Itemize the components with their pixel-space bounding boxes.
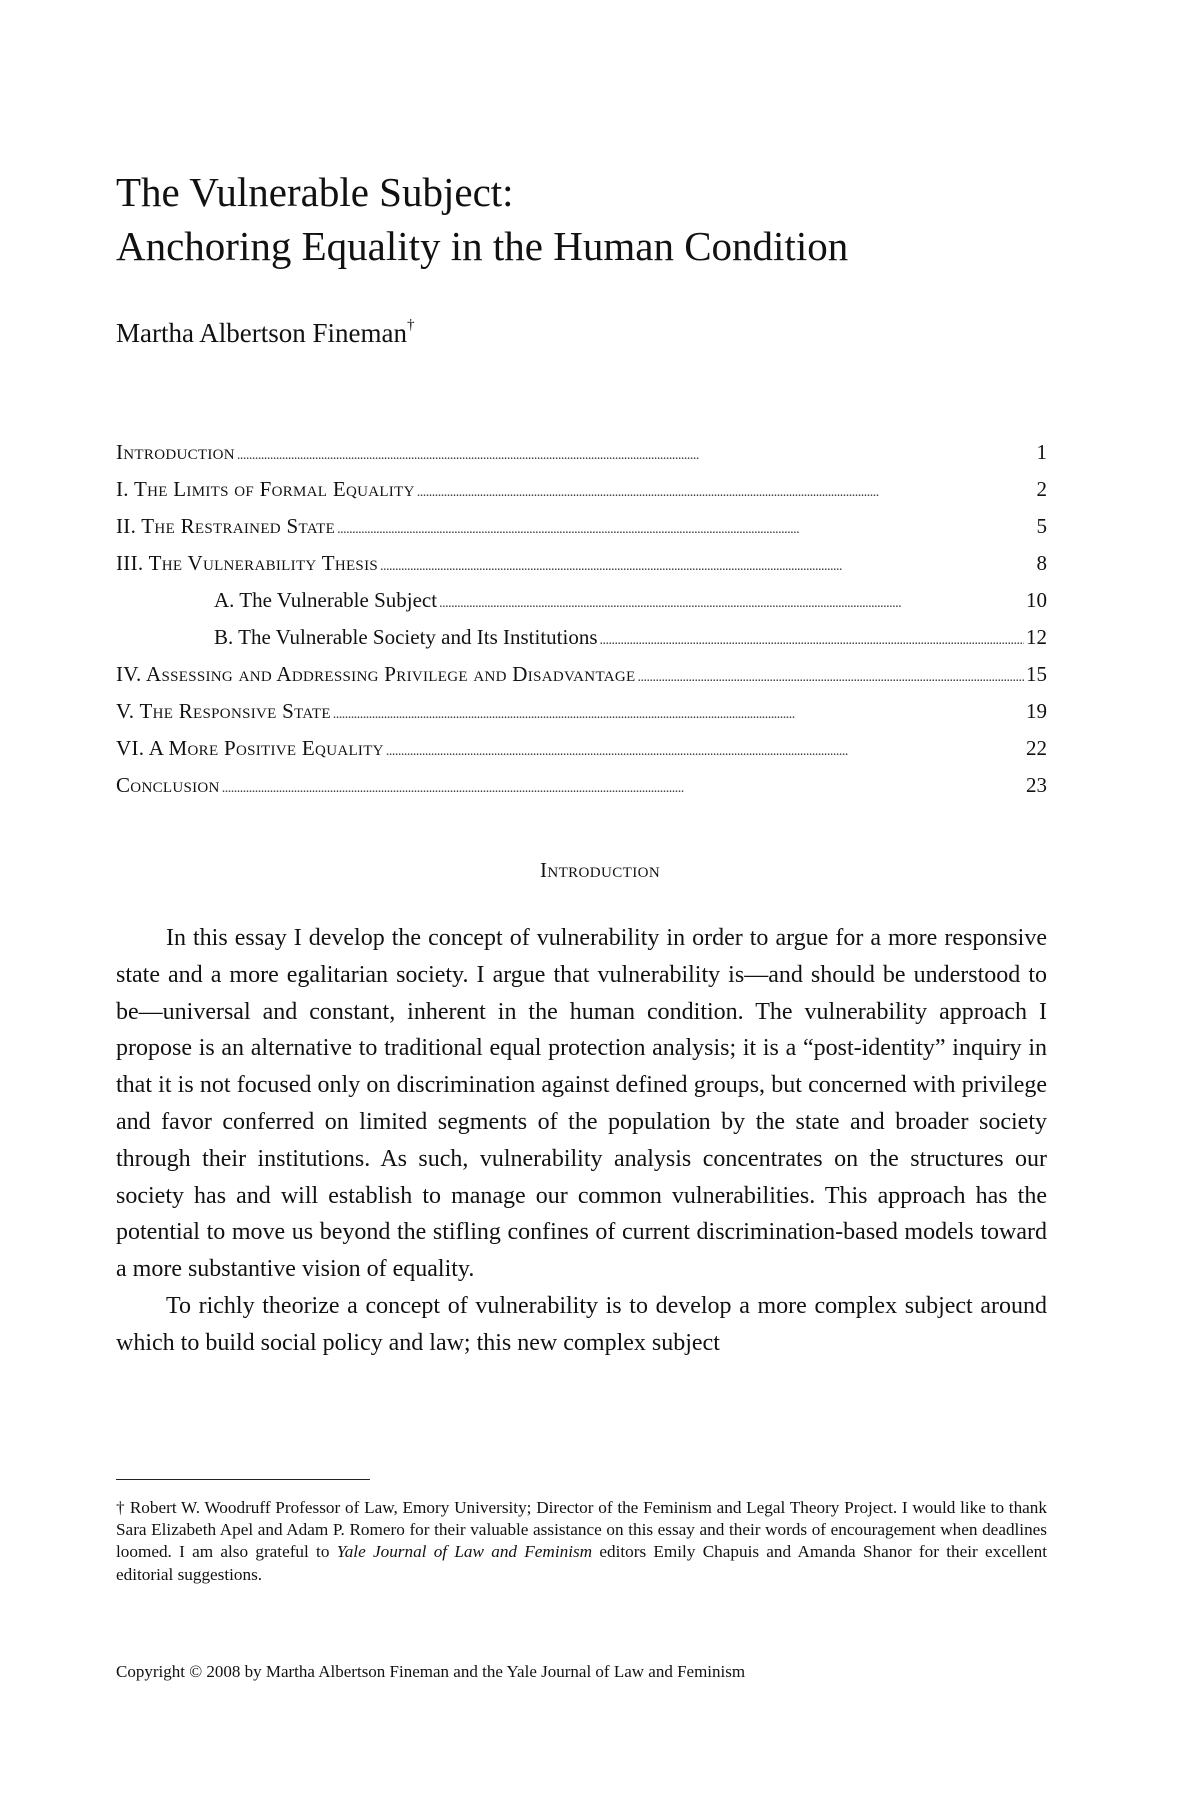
toc-dot-leader <box>417 477 1035 502</box>
toc-entry-page: 19 <box>1026 699 1047 723</box>
toc-entry-label: Introduction <box>116 440 235 464</box>
copyright-notice: Copyright © 2008 by Martha Albertson Fineman and the Yale Journal of Law and Feminism <box>116 1662 746 1681</box>
toc-entry-label: B. The Vulnerable Society and Its Institutions <box>214 625 598 649</box>
toc-entry-label: II. The Restrained State <box>116 514 336 538</box>
toc-entry-page: 10 <box>1026 588 1047 612</box>
footnote <box>116 1497 1047 1586</box>
toc-entry[interactable] <box>116 514 1047 551</box>
toc-entry-label: A. The Vulnerable Subject <box>214 588 438 612</box>
toc-subentry[interactable] <box>116 588 1047 625</box>
footnote-text-part1: Robert W. Woodruff Professor of Law, Emory University; Director of the Feminism and Legal Theory Project. I would like to thank Sara Elizabeth Apel and Adam P. Romero for their valuable assistance on this essay and their words of encouragement when deadlines loomed. I am also grateful to <box>116 1498 1047 1562</box>
table-of-contents <box>116 440 1047 810</box>
author-name: Martha Albertson Fineman <box>116 318 407 348</box>
toc-entry[interactable] <box>116 551 1047 588</box>
toc-entry[interactable] <box>116 662 1047 699</box>
toc-dot-leader <box>600 625 1025 650</box>
toc-dot-leader <box>439 588 1024 613</box>
footnote-text-part2: editors Emily Chapuis and Amanda Shanor for their excellent editorial suggestions. <box>116 1542 1048 1584</box>
toc-entry[interactable] <box>116 477 1047 514</box>
toc-dot-leader <box>386 736 1024 761</box>
toc-subentry[interactable] <box>116 625 1047 662</box>
toc-entry-page: 1 <box>1036 440 1047 464</box>
title-line-1: The Vulnerable Subject: <box>116 169 514 215</box>
toc-entry-label: IV. Assessing and Addressing Privilege and Disadvantage <box>116 662 636 686</box>
footnote-mark: † <box>116 1498 126 1517</box>
toc-dot-leader <box>237 440 1035 465</box>
author-byline <box>116 318 414 349</box>
toc-dot-leader <box>380 551 1034 576</box>
body-paragraph: To richly theorize a concept of vulnerability is to develop a more complex subject around which to build social policy and law; this new complex subject <box>116 1292 1047 1356</box>
title-line-2: Anchoring Equality in the Human Condition <box>116 223 849 269</box>
toc-dot-leader <box>637 662 1024 687</box>
toc-entry-label: III. The Vulnerability Thesis <box>116 551 379 575</box>
toc-entry-label: V. The Responsive State <box>116 699 331 723</box>
toc-entry-label: VI. A More Positive Equality <box>116 736 384 760</box>
toc-entry-page: 15 <box>1026 662 1047 686</box>
toc-entry-page: 8 <box>1036 551 1047 575</box>
toc-entry-page: 22 <box>1026 736 1047 760</box>
toc-entry[interactable] <box>116 699 1047 736</box>
toc-entry-page: 23 <box>1026 773 1047 797</box>
toc-dot-leader <box>337 514 1034 539</box>
toc-entry-label: Conclusion <box>116 773 220 797</box>
section-heading: Introduction <box>539 858 661 882</box>
body-paragraph: In this essay I develop the concept of vulnerability in order to argue for a more responsive state and a more egalitarian society. I argue that vulnerability is—and should be understood to be—universal and constant, inherent in the human condition. The vulnerability approach I propose is an alternative to traditional equal protection analysis; it is a “post-identity” inquiry in that it is not focused only on discrimination against defined groups, but concerned with privilege and favor conferred on limited segments of the population by the state and broader society through their institutions. As such, vulnerability analysis concentrates on the structures our society has and will establish to manage our common vulnerabilities. This approach has the potential to move us beyond the stifling confines of current discrimination-based models toward a more substantive vision of equality. <box>116 925 1047 1283</box>
footnote-journal-title: Yale Journal of Law and Feminism <box>336 1542 593 1562</box>
toc-entry-page: 2 <box>1036 477 1047 501</box>
toc-dot-leader <box>333 699 1024 724</box>
toc-dot-leader <box>222 773 1024 798</box>
body-text <box>116 920 1047 1362</box>
footnote-divider <box>116 1479 370 1480</box>
toc-entry[interactable] <box>116 440 1047 477</box>
toc-entry-label: I. The Limits of Formal Equality <box>116 477 415 501</box>
toc-entry[interactable] <box>116 736 1047 773</box>
author-footnote-mark[interactable]: † <box>406 317 415 333</box>
toc-entry[interactable] <box>116 773 1047 810</box>
toc-entry-page: 12 <box>1026 625 1047 649</box>
article-title <box>116 165 1076 273</box>
toc-entry-page: 5 <box>1036 514 1047 538</box>
